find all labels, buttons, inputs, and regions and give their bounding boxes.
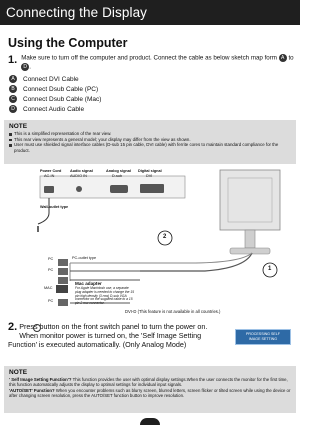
mac-connector: [56, 285, 68, 293]
marker-c-icon: C: [9, 95, 17, 103]
mac-adapter-title: Mac adapter: [75, 281, 102, 286]
ac-in-port: [44, 186, 54, 193]
pc-connector: [58, 259, 68, 266]
pc-label: PC: [48, 268, 54, 272]
port-label-dsub: D-sub: [112, 174, 123, 178]
connection-item-c: C Connect Dsub Cable (Mac): [9, 95, 101, 104]
monitor-base: [230, 248, 270, 254]
monitor-back: [220, 170, 280, 230]
page-header: Connecting the Display: [0, 0, 300, 25]
mac-label: MAC: [44, 286, 53, 290]
marker-a-icon: A: [279, 54, 287, 62]
connection-item-a: A Connect DVI Cable: [9, 75, 79, 84]
pc-label: PC: [48, 257, 54, 261]
port-label-dvi: DVI: [146, 174, 153, 178]
page-tab: [140, 418, 160, 425]
note-title: NOTE: [9, 123, 28, 130]
connection-diagram-art: [30, 168, 298, 318]
port-label-audio-signal: Audio signal: [70, 169, 93, 173]
dvi-note: DVI-D (This feature is not available in all countries.): [125, 309, 221, 314]
power-button-icon: [33, 324, 41, 332]
port-label-analog-signal: Analog signal: [106, 169, 131, 173]
pc-connector: [58, 268, 68, 275]
osd-message: PROCESSING SELF IMAGE SETTING: [235, 329, 291, 345]
pc-outlet-label: PC-outlet type: [72, 256, 97, 260]
port-label-audio-in: AUDIO IN: [70, 174, 87, 178]
dvi-port: [140, 184, 164, 193]
callout-1-label: 1: [268, 266, 272, 272]
step-2-number: 2.: [8, 321, 18, 333]
note-2-title: NOTE: [9, 369, 28, 376]
note-item: This is a simplified representation of the rear view.: [9, 131, 291, 137]
dsub-port: [110, 185, 128, 193]
marker-d-icon: D: [9, 105, 17, 113]
port-label-power: Power Cord: [40, 169, 62, 173]
callout-2-label: 2: [163, 234, 167, 240]
connection-item-d: D Connect Audio Cable: [9, 105, 84, 114]
section-title: Using the Computer: [8, 36, 128, 50]
step-1: 1. Make sure to turn off the computer and product. Connect the cable as below sketch map form A to D .: [8, 54, 294, 71]
power-cable: [38, 198, 49, 224]
audio-in-port: [76, 186, 82, 192]
mac-adapter-text: For Apple Macintosh use, a separate plug adapter is needed to change the 15 pin high density (3 row) D-sub VGA connector on the supplied cable to a 15 pin 2 row connector.: [75, 286, 135, 306]
marker-d-icon: D: [21, 63, 29, 71]
step-1-text: Make sure to turn off the computer and product. Connect the cable as below sketch map form: [21, 54, 277, 62]
connection-diagram: [30, 168, 298, 318]
main-cable: [140, 253, 252, 271]
note-item: This rear view represents a general model; your display may differ from the view as shown.: [9, 137, 291, 143]
note-2-paragraph-1: ' Self Image Setting Function'? This function provides the user with optimal display settings.When the user connects the monitor for the first time, this function automatically adjusts the display to optimal settings for individual input signals.: [9, 377, 288, 388]
pc-connector: [58, 299, 68, 306]
marker-b-icon: B: [9, 85, 17, 93]
marker-a-icon: A: [9, 75, 17, 83]
note-box-2: [4, 366, 296, 413]
pc-connector: [58, 277, 68, 284]
note-box: [4, 120, 296, 164]
connection-item-b: B Connect Dsub Cable (PC): [9, 85, 98, 94]
pc-label: PC: [48, 299, 54, 303]
step-1-to: to: [288, 54, 294, 62]
step-1-number: 1.: [8, 54, 18, 66]
note-item: User must use shielded signal interface cables (D-sub 15 pin cable, DVI cable) with ferrite cores to maintain standard compliance for the product.: [9, 142, 291, 153]
port-label-ac-in: AC-IN: [44, 174, 55, 178]
port-label-digital-signal: Digital signal: [138, 169, 162, 173]
step-2-text: Press button on the front switch panel to turn the power on. When monitor power is turned on, the 'Self Image Setting Function' is executed automatically. (Only Analog Mode): [8, 322, 208, 350]
monitor-stand: [245, 230, 255, 248]
note-2-paragraph-2: 'AUTO/SET' Function? When you encounter problems such as blurry screen, blurred letters, screen flicker or tilted screen while using the device or after changing screen resolution, press the AUTO/SET function button to improve resolution.: [9, 387, 291, 399]
wall-outlet-label: Wall-outlet type: [40, 205, 69, 209]
